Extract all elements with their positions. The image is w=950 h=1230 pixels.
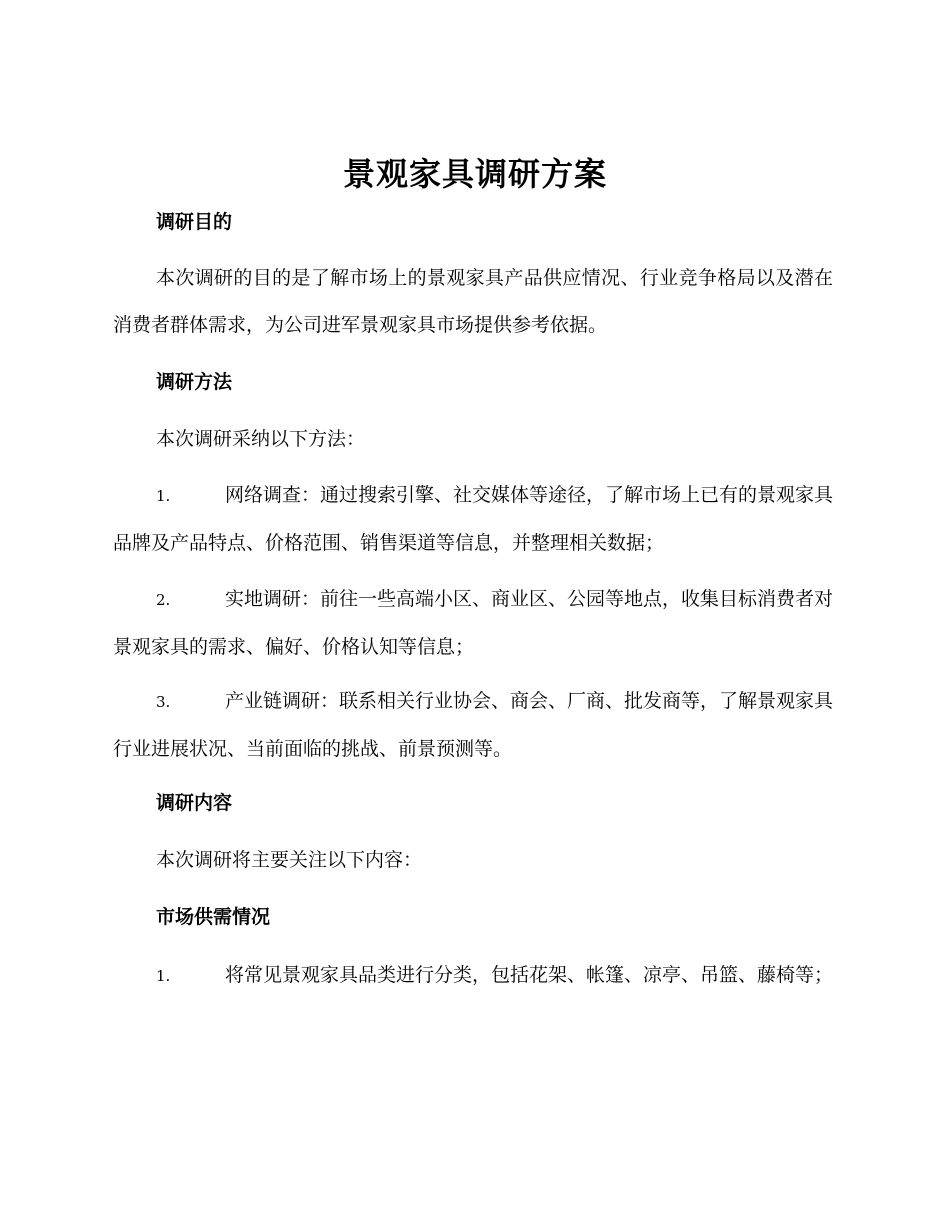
list-number: 3. (156, 693, 171, 711)
list-item-text: 将常见景观家具品类进行分类，包括花架、帐篷、凉亭、吊篮、藤椅等； (225, 964, 834, 986)
section-heading-purpose: 调研目的 (156, 211, 233, 233)
method-list-item-3 (113, 678, 833, 773)
supply-list-item-1 (113, 952, 833, 1000)
list-item-text: 产业链调研：联系相关行业协会、商会、厂商、批发商等，了解景观家具行业进展状况、当前面临的挑战、前景预测等。 (113, 690, 834, 760)
list-item-text: 实地调研：前往一些高端小区、商业区、公园等地点，收集目标消费者对景观家具的需求、偏好、价格认知等信息； (113, 588, 834, 658)
section-heading-method: 调研方法 (156, 371, 233, 393)
list-item-text: 网络调查：通过搜索引擎、社交媒体等途径，了解市场上已有的景观家具品牌及产品特点、价格范围、销售渠道等信息，并整理相关数据； (113, 484, 834, 554)
section-heading-content: 调研内容 (156, 792, 233, 814)
section-heading-supply: 市场供需情况 (156, 906, 271, 928)
list-number: 1. (156, 487, 171, 505)
document-title: 景观家具调研方案 (342, 155, 607, 193)
method-list-item-2 (113, 576, 833, 671)
paragraph-purpose: 本次调研的目的是了解市场上的景观家具产品供应情况、行业竞争格局以及潜在消费者群体需求，为公司进军景观家具市场提供参考依据。 (113, 267, 833, 336)
list-number: 2. (156, 591, 171, 609)
content-intro: 本次调研将主要关注以下内容： (156, 849, 423, 871)
list-number: 1. (156, 967, 171, 985)
method-intro: 本次调研采纳以下方法： (156, 428, 366, 450)
method-list-item-1 (113, 472, 833, 567)
